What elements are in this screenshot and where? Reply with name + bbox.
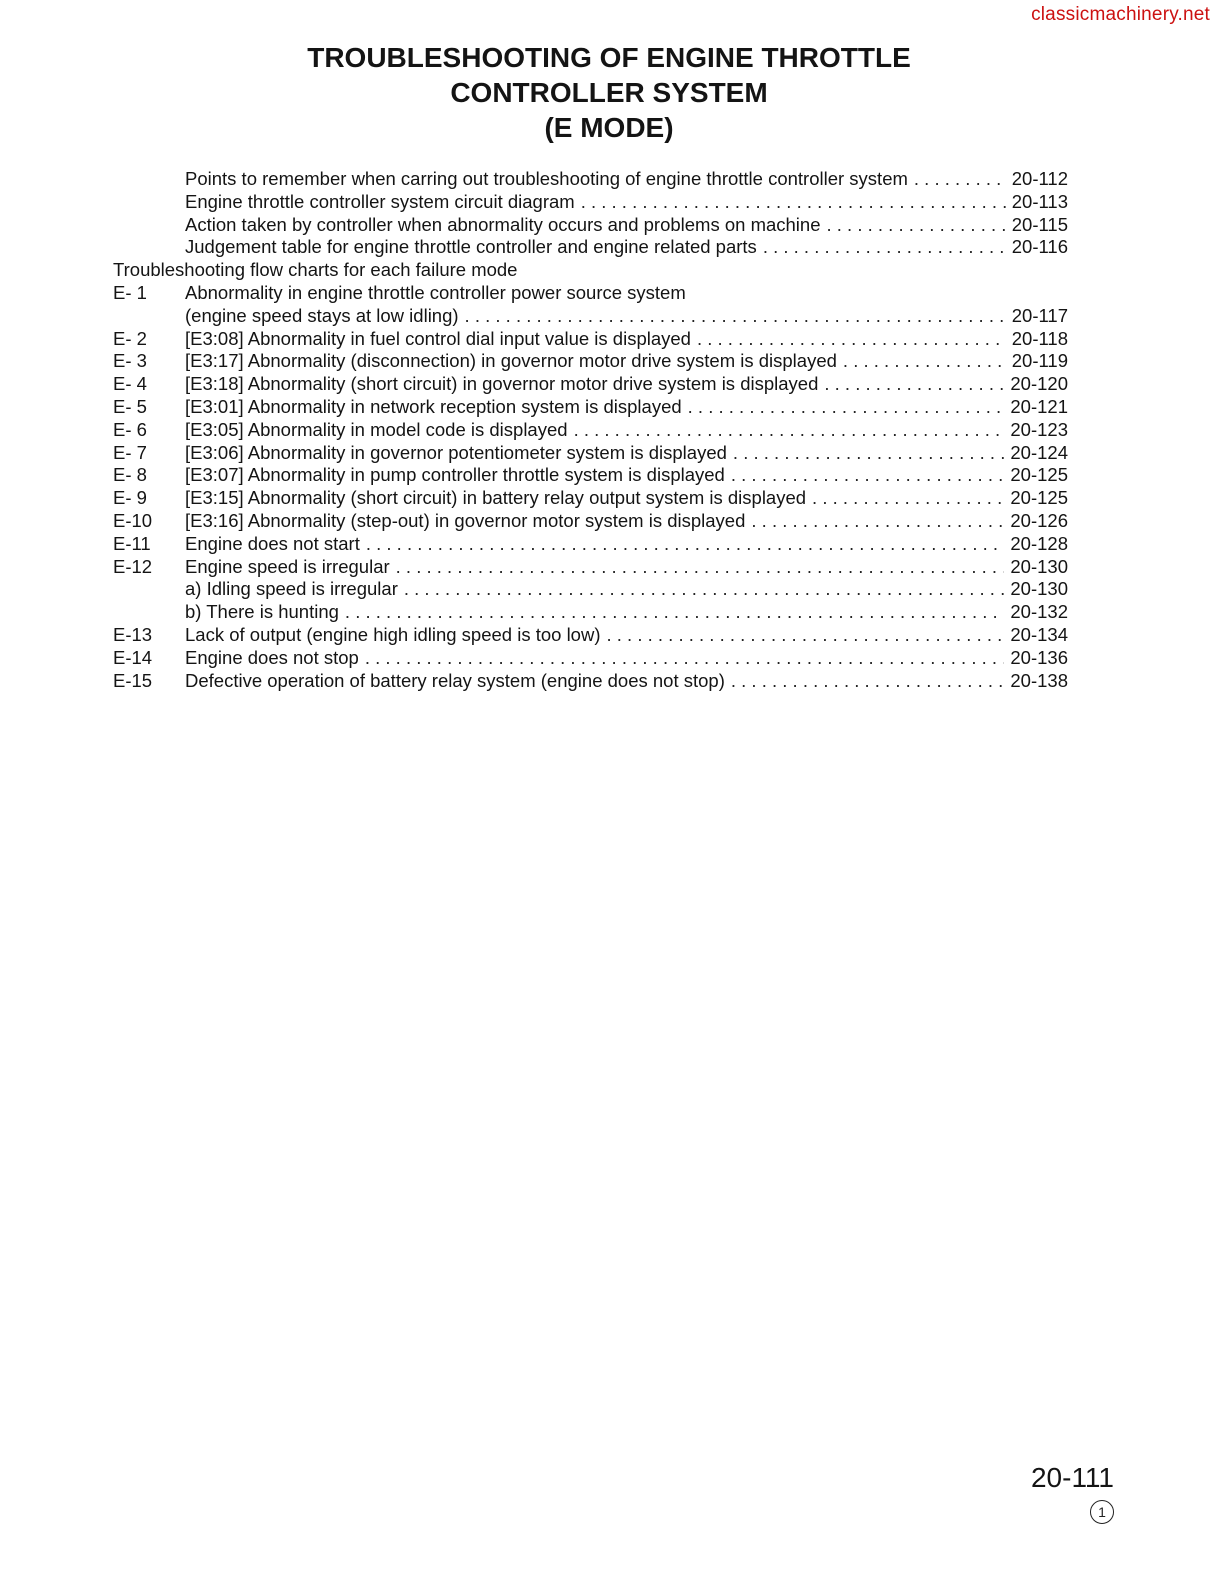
toc-page: 20-120 <box>1010 373 1068 395</box>
toc-row <box>113 214 1068 237</box>
toc-leader <box>827 214 1006 237</box>
toc-label: Engine throttle controller system circuit diagram <box>185 190 575 212</box>
toc-leader <box>763 236 1006 259</box>
toc-code: E- 4 <box>113 373 147 395</box>
toc-page: 20-128 <box>1010 532 1068 554</box>
toc-page: 20-119 <box>1011 350 1068 372</box>
toc-code: E-12 <box>113 555 153 577</box>
toc-row <box>113 305 1068 328</box>
toc-row <box>113 533 1068 556</box>
toc-code: E-14 <box>113 646 153 668</box>
title-line-3: (E MODE) <box>544 112 674 143</box>
toc-page: 20-115 <box>1011 213 1068 235</box>
toc-leader <box>731 670 1005 693</box>
toc-label: [E3:18] Abnormality (short circuit) in governor motor drive system is displayed <box>185 373 819 395</box>
toc-leader <box>733 442 1004 465</box>
toc-label: Troubleshooting flow charts for each failure mode <box>113 259 518 281</box>
toc-row <box>113 168 1068 191</box>
toc-leader <box>366 533 1005 556</box>
toc-row <box>113 282 1068 305</box>
toc-row <box>113 556 1068 579</box>
toc-code: E-13 <box>113 623 153 645</box>
toc-leader <box>465 305 1006 328</box>
toc-row <box>113 328 1068 351</box>
toc-label: Judgement table for engine throttle controller and engine related parts <box>185 236 757 258</box>
toc-page: 20-116 <box>1011 236 1068 258</box>
toc-page: 20-124 <box>1010 441 1068 463</box>
toc-leader <box>751 510 1004 533</box>
toc-page: 20-123 <box>1010 418 1068 440</box>
toc-row <box>113 510 1068 533</box>
toc-page: 20-126 <box>1010 509 1068 531</box>
page-title <box>0 40 1218 145</box>
toc-leader <box>697 328 1006 351</box>
title-line-2: CONTROLLER SYSTEM <box>450 77 768 108</box>
toc-leader <box>824 373 1004 396</box>
toc-code: E- 1 <box>113 281 147 303</box>
toc-row <box>113 464 1068 487</box>
toc-code: E-15 <box>113 669 153 691</box>
toc-row <box>113 624 1068 647</box>
toc-row <box>113 373 1068 396</box>
toc-label: Engine does not stop <box>185 646 359 668</box>
toc-page: 20-134 <box>1010 623 1068 645</box>
toc-code: E- 7 <box>113 441 147 463</box>
toc-page: 20-130 <box>1010 555 1068 577</box>
toc-label: b) There is hunting <box>185 601 339 623</box>
toc-leader <box>812 487 1004 510</box>
toc-leader <box>345 601 1004 624</box>
toc-code: E- 8 <box>113 464 147 486</box>
toc-label: Points to remember when carring out troubleshooting of engine throttle controller system <box>185 168 908 189</box>
toc-leader <box>404 578 1005 601</box>
watermark-text: classicmachinery.net <box>1031 4 1210 25</box>
toc-page: 20-130 <box>1010 578 1068 600</box>
toc-leader <box>365 647 1005 670</box>
toc-page: 20-125 <box>1010 464 1068 486</box>
toc-code: E- 5 <box>113 395 147 417</box>
toc-label: [E3:15] Abnormality (short circuit) in battery relay output system is displayed <box>185 487 807 509</box>
toc-row <box>113 487 1068 510</box>
toc-row <box>113 396 1068 419</box>
title-line-1: TROUBLESHOOTING OF ENGINE THROTTLE <box>307 42 911 73</box>
toc-leader <box>914 168 1006 191</box>
toc-row <box>113 578 1068 601</box>
toc-leader <box>731 464 1005 487</box>
toc-code: E- 3 <box>113 350 147 372</box>
toc-label: Engine does not start <box>185 532 360 554</box>
toc-row <box>113 601 1068 624</box>
toc-heading-row <box>113 259 1068 282</box>
toc-label: Defective operation of battery relay system (engine does not stop) <box>185 669 725 691</box>
toc-row <box>113 350 1068 373</box>
toc-page: 20-138 <box>1010 669 1068 691</box>
toc-leader <box>843 350 1006 373</box>
toc-row <box>113 670 1068 693</box>
toc-code: E- 6 <box>113 418 147 440</box>
toc-label: [E3:01] Abnormality in network reception system is displayed <box>185 395 682 417</box>
toc-label: [E3:05] Abnormality in model code is displayed <box>185 418 568 440</box>
toc-page: 20-136 <box>1010 646 1068 668</box>
toc-leader <box>607 624 1005 647</box>
toc-label: Lack of output (engine high idling speed is too low) <box>185 623 601 645</box>
toc-code: E-10 <box>113 509 153 531</box>
toc-code: E-11 <box>113 532 151 554</box>
toc-page: 20-121 <box>1010 395 1068 417</box>
toc-page: 20-112 <box>1011 168 1068 189</box>
toc-row <box>113 442 1068 465</box>
toc-page: 20-113 <box>1011 190 1068 212</box>
toc-leader <box>574 419 1005 442</box>
footer-page-number: 20-111 <box>1030 1462 1114 1493</box>
toc-code: E- 9 <box>113 487 147 509</box>
toc-page: 20-132 <box>1010 601 1068 623</box>
toc-label: [E3:17] Abnormality (disconnection) in governor motor drive system is displayed <box>185 350 837 372</box>
toc-label: (engine speed stays at low idling) <box>185 304 459 326</box>
toc-leader <box>581 191 1006 214</box>
toc-code: E- 2 <box>113 327 147 349</box>
toc-label: [E3:08] Abnormality in fuel control dial input value is displayed <box>185 327 691 349</box>
toc-leader <box>688 396 1005 419</box>
toc-label: Abnormality in engine throttle controller power source system <box>185 281 686 303</box>
toc-label: a) Idling speed is irregular <box>185 578 398 600</box>
toc-label: [E3:07] Abnormality in pump controller throttle system is displayed <box>185 464 725 486</box>
toc-row <box>113 419 1068 442</box>
toc-row <box>113 191 1068 214</box>
toc-label: Action taken by controller when abnormality occurs and problems on machine <box>185 213 821 235</box>
toc-leader <box>396 556 1005 579</box>
toc-label: [E3:16] Abnormality (step-out) in governor motor system is displayed <box>185 509 746 531</box>
toc-label: Engine speed is irregular <box>185 555 390 577</box>
toc-row <box>113 236 1068 259</box>
toc-page: 20-118 <box>1011 327 1068 349</box>
toc-row <box>113 647 1068 670</box>
toc-page: 20-117 <box>1011 304 1068 326</box>
toc-page: 20-125 <box>1010 487 1068 509</box>
toc-label: [E3:06] Abnormality in governor potentiometer system is displayed <box>185 441 727 463</box>
revision-mark-icon: 1 <box>1090 1500 1114 1524</box>
table-of-contents <box>113 168 1068 692</box>
